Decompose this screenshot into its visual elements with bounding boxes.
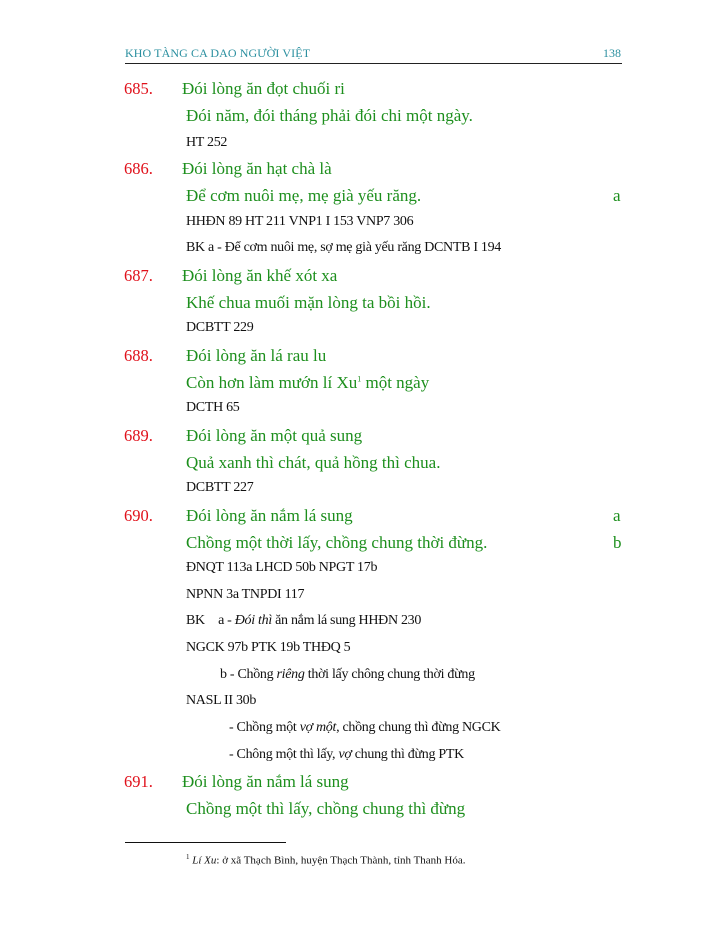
variant-marker-b: b bbox=[613, 533, 622, 552]
entry-688-number: 688. bbox=[124, 346, 153, 365]
variant-label: BK bbox=[186, 613, 205, 628]
entry-686-source: HHĐN 89 HT 211 VNP1 I 153 VNP7 306 bbox=[186, 214, 414, 229]
entry-690-number: 690. bbox=[124, 506, 153, 525]
running-header bbox=[125, 44, 622, 64]
variant-c1-emphasis: vợ một bbox=[299, 720, 337, 735]
variant-c2-emphasis: vợ bbox=[338, 747, 352, 762]
entry-686-line-2: Để cơm nuôi mẹ, mẹ già yếu răng. bbox=[186, 186, 422, 205]
entry-688-line-2-rest: một ngày bbox=[361, 373, 430, 392]
variant-b-text: thời lấy chông chung thời đừng bbox=[304, 667, 475, 682]
footnote-term: Lí Xu bbox=[192, 854, 217, 867]
variant-c1-prefix: - Chồng một bbox=[229, 720, 300, 735]
entry-687-number: 687. bbox=[124, 266, 153, 285]
entry-690-variant-c2 bbox=[229, 747, 464, 763]
variant-a-prefix: a - bbox=[218, 613, 235, 628]
variant-c2-prefix: - Chông một thì lấy, bbox=[229, 747, 339, 762]
entry-688-line-2 bbox=[186, 373, 429, 393]
entry-690-source-1: ĐNQT 113a LHCD 50b NPGT 17b bbox=[186, 560, 378, 575]
entry-686-line-1: Đói lòng ăn hạt chà là bbox=[182, 159, 332, 178]
variant-b-prefix: b - Chồng bbox=[220, 667, 277, 682]
entry-688-source: DCTH 65 bbox=[186, 400, 240, 415]
entry-690-variant-a bbox=[186, 613, 421, 629]
variant-marker-a: a bbox=[613, 506, 621, 525]
entry-690-line-1: Đói lòng ăn nắm lá sung bbox=[186, 506, 353, 525]
entry-690-variant-b bbox=[220, 667, 475, 683]
entry-687-line-1: Đói lòng ăn khế xót xa bbox=[182, 266, 338, 285]
entry-691-number: 691. bbox=[124, 772, 153, 791]
variant-c2-text: chung thì đừng PTK bbox=[351, 747, 464, 762]
footnote-text: : ở xã Thạch Bình, huyện Thạch Thành, tỉnh Thanh Hóa. bbox=[216, 854, 466, 867]
entry-685-source: HT 252 bbox=[186, 135, 228, 150]
entry-690-variant-c1 bbox=[229, 720, 500, 736]
page-number: 138 bbox=[603, 46, 621, 60]
entry-686-number: 686. bbox=[124, 159, 153, 178]
variant-b-emphasis: riêng bbox=[276, 667, 305, 682]
entry-689-number: 689. bbox=[124, 426, 153, 445]
entry-687-source: DCBTT 229 bbox=[186, 320, 254, 335]
entry-686-variant: BK a - Để cơm nuôi mẹ, sợ mẹ già yếu răng DCNTB I 194 bbox=[186, 240, 502, 255]
entry-685-number: 685. bbox=[124, 79, 153, 98]
entry-689-source: DCBTT 227 bbox=[186, 480, 254, 495]
entry-688-line-1: Đói lòng ăn lá rau lu bbox=[186, 346, 327, 365]
entry-685-line-2: Đói năm, đói tháng phải đói chi một ngày. bbox=[186, 106, 473, 125]
footnote-mark: 1 bbox=[186, 853, 190, 861]
entry-691-line-2: Chồng một thì lấy, chồng chung thì đừng bbox=[186, 799, 466, 818]
variant-marker-a: a bbox=[613, 186, 621, 205]
entry-690-line-2: Chồng một thời lấy, chồng chung thời đừng. bbox=[186, 533, 488, 552]
entry-688-line-2-text: Còn hơn làm mướn lí Xu bbox=[186, 373, 358, 392]
variant-a-emphasis: Đói thì bbox=[234, 613, 272, 628]
entry-690-source-3: NGCK 97b PTK 19b THĐQ 5 bbox=[186, 640, 351, 655]
entry-689-line-2: Quả xanh thì chát, quả hồng thì chua. bbox=[186, 453, 441, 472]
variant-a-text: ăn nắm lá sung HHĐN 230 bbox=[271, 613, 422, 628]
running-header-title: KHO TÀNG CA DAO NGƯỜI VIỆT bbox=[125, 46, 311, 60]
variant-c1-text: , chồng chung thì đừng NGCK bbox=[336, 720, 501, 735]
footnote-divider bbox=[125, 842, 286, 843]
entry-687-line-2: Khế chua muối mặn lòng ta bồi hồi. bbox=[186, 293, 431, 312]
footnote-ref: 1 bbox=[357, 374, 362, 384]
entry-685-line-1: Đói lòng ăn đọt chuối ri bbox=[182, 79, 345, 98]
footnote bbox=[186, 853, 466, 867]
entry-691-line-1: Đói lòng ăn nắm lá sung bbox=[182, 772, 349, 791]
entry-690-source-2: NPNN 3a TNPDI 117 bbox=[186, 587, 305, 602]
entry-689-line-1: Đói lòng ăn một quả sung bbox=[186, 426, 363, 445]
entry-690-source-4: NASL II 30b bbox=[186, 693, 257, 708]
